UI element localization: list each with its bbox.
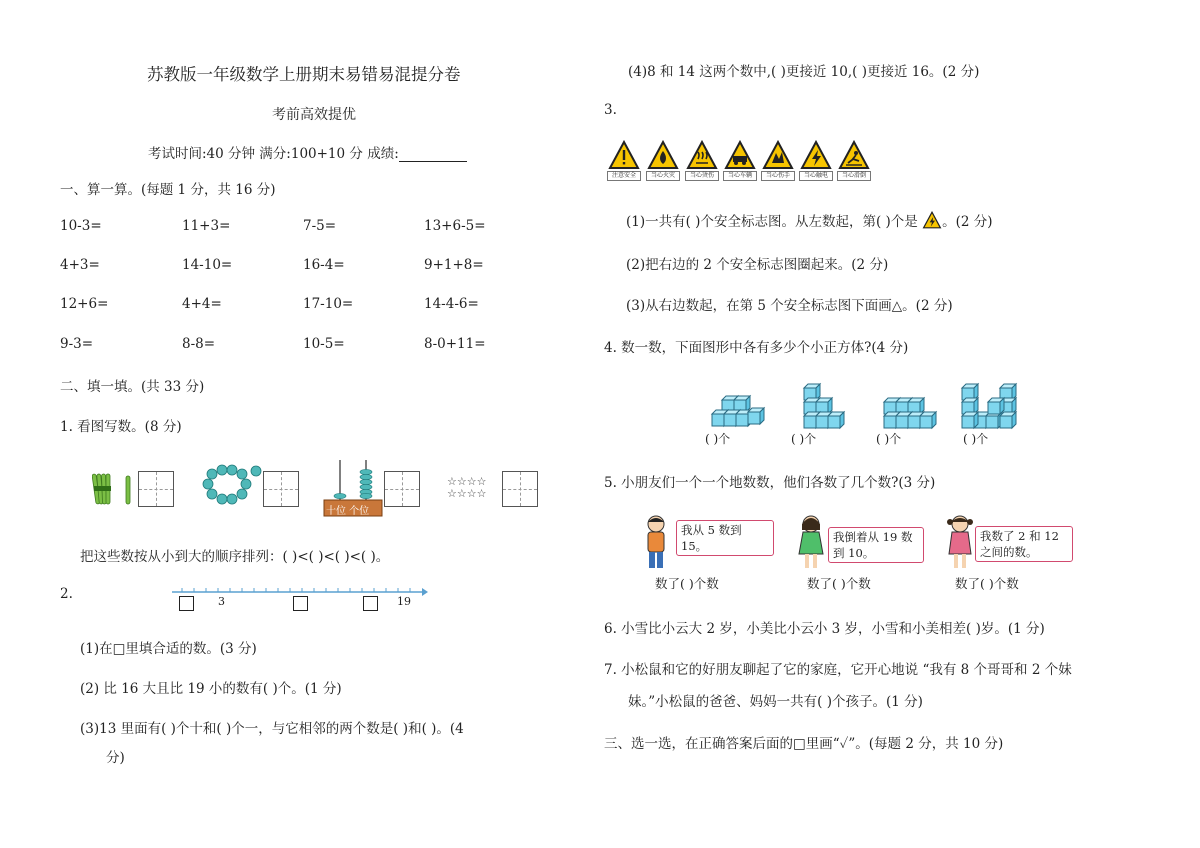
number-line-box[interactable] (363, 596, 378, 611)
exam-info (148, 142, 467, 162)
q4-text: 4. 数一数，下面图形中各有多少个小正方体?(4 分) (604, 340, 909, 356)
count-answer-2: 数了( )个数 (807, 576, 871, 591)
vehicle-sign-icon (724, 139, 756, 171)
cube-answer-4: ( )个 (963, 432, 989, 446)
answer-box[interactable] (384, 471, 420, 507)
sign-caption: 当心触电 (799, 171, 833, 181)
q3-sub1-text: (1)一共有( )个安全标志图。从左数起，第( )个是 (626, 214, 918, 230)
q6-text: 6. 小雪比小云大 2 岁，小美比小云小 3 岁，小雪和小美相差( )岁。(1 分) (604, 621, 1045, 637)
page-title: 苏教版一年级数学上册期末易错易混提分卷 (147, 65, 461, 84)
calc-item: 17-10= (303, 296, 354, 312)
calc-item: 8-0+11= (424, 336, 486, 352)
sign-caption: 当心烫伤 (685, 171, 719, 181)
q3-number: 3. (604, 102, 617, 118)
sign-caption: 当心滑倒 (837, 171, 871, 181)
score-blank[interactable] (399, 147, 467, 162)
sign-caption: 当心伤手 (761, 171, 795, 181)
cube-stack-4 (960, 380, 1024, 430)
electric-shock-sign-icon (800, 139, 832, 171)
q2-sub3-cont: 分) (106, 750, 125, 766)
q7-line2: 妹。”小松鼠的爸爸、妈妈一共有( )个孩子。(1 分) (628, 694, 923, 710)
electric-shock-sign-icon (922, 211, 942, 229)
count-answer-3: 数了( )个数 (955, 576, 1019, 591)
cube-answer-1: ( )个 (705, 432, 731, 446)
section3-heading: 三、选一选，在正确答案后面的□里画“✓”。(每题 2 分，共 10 分) (604, 736, 1004, 752)
tick-label-3: 3 (218, 595, 225, 608)
q1-order-text: 把这些数按从小到大的顺序排列：( )<( )<( )<( )。 (80, 549, 390, 565)
calc-item: 10-5= (303, 336, 345, 352)
q3-sub1-end: 。(2 分) (942, 214, 993, 230)
sign-caption: 注意安全 (607, 171, 641, 181)
calc-item: 11+3= (182, 218, 231, 234)
girl-icon (944, 514, 976, 574)
q3-sub3: (3)从右边数起，在第 5 个安全标志图下面画△。(2 分) (626, 298, 953, 314)
speech-bubble: 我倒着从 19 数到 10。 (828, 527, 924, 563)
cube-stack-2 (798, 380, 848, 430)
calc-item: 7-5= (303, 218, 337, 234)
calc-item: 9-3= (60, 336, 94, 352)
calc-item: 12+6= (60, 296, 109, 312)
number-line-box[interactable] (293, 596, 308, 611)
q1-text: 1. 看图写数。(8 分) (60, 419, 182, 435)
q2-sub3: (3)13 里面有( )个十和( )个一，与它相邻的两个数是( )和( )。(4 (80, 721, 464, 737)
speech-bubble: 我数了 2 和 12 之间的数。 (975, 526, 1073, 562)
q3-sub2: (2)把右边的 2 个安全标志图圈起来。(2 分) (626, 257, 889, 273)
bamboo-sticks-icon (92, 470, 138, 508)
calc-item: 4+4= (182, 296, 222, 312)
q2-number: 2. (60, 586, 73, 602)
q2-sub2: (2) 比 16 大且比 19 小的数有( )个。(1 分) (80, 681, 342, 697)
answer-box[interactable] (263, 471, 299, 507)
cube-answer-2: ( )个 (791, 432, 817, 446)
exam-info-text: 考试时间:40 分钟 满分:100+10 分 成绩: (148, 146, 399, 162)
count-answer-1: 数了( )个数 (655, 576, 719, 591)
hot-surface-sign-icon (686, 139, 718, 171)
tick-label-19: 19 (397, 595, 411, 608)
boy-icon (640, 514, 672, 574)
calc-item: 16-4= (303, 257, 345, 273)
fire-sign-icon (647, 139, 679, 171)
q5-text: 5. 小朋友们一个一个地数数，他们各数了几个数?(3 分) (604, 475, 936, 491)
abacus-label: 十位 个位 (326, 506, 370, 517)
q2-sub4: (4)8 和 14 这两个数中,( )更接近 10,( )更接近 16。(2 分) (628, 64, 980, 80)
speech-bubble: 我从 5 数到 15。 (676, 520, 774, 556)
warning-sign-icon (608, 139, 640, 171)
calc-item: 4+3= (60, 257, 100, 273)
section1-heading: 一、算一算。(每题 1 分，共 16 分) (60, 182, 276, 198)
answer-box[interactable] (138, 471, 174, 507)
answer-box[interactable] (502, 471, 538, 507)
number-line-box[interactable] (179, 596, 194, 611)
q7-line1: 7. 小松鼠和它的好朋友聊起了它的家庭，它开心地说 “我有 8 个哥哥和 2 个妹 (604, 662, 1072, 678)
q3-sub1 (626, 210, 993, 230)
calc-item: 14-10= (182, 257, 233, 273)
calc-item: 13+6-5= (424, 218, 486, 234)
hand-injury-sign-icon (762, 139, 794, 171)
slippery-sign-icon (838, 139, 870, 171)
bead-ring-icon (200, 464, 264, 512)
calc-item: 14-4-6= (424, 296, 479, 312)
cube-stack-1 (706, 384, 770, 428)
q2-sub1: (1)在□里填合适的数。(3 分) (80, 641, 257, 657)
page-subtitle: 考前高效提优 (272, 107, 356, 123)
calc-item: 8-8= (182, 336, 216, 352)
cube-stack-3 (880, 390, 938, 430)
stars-icon: ☆☆☆☆ ☆☆☆☆ (447, 475, 487, 500)
cube-answer-3: ( )个 (876, 432, 902, 446)
section2-heading: 二、填一填。(共 33 分) (60, 379, 205, 395)
sign-caption: 当心车辆 (723, 171, 757, 181)
calc-item: 9+1+8= (424, 257, 484, 273)
sign-caption: 当心火灾 (646, 171, 680, 181)
girl-icon (795, 514, 827, 574)
calc-item: 10-3= (60, 218, 102, 234)
